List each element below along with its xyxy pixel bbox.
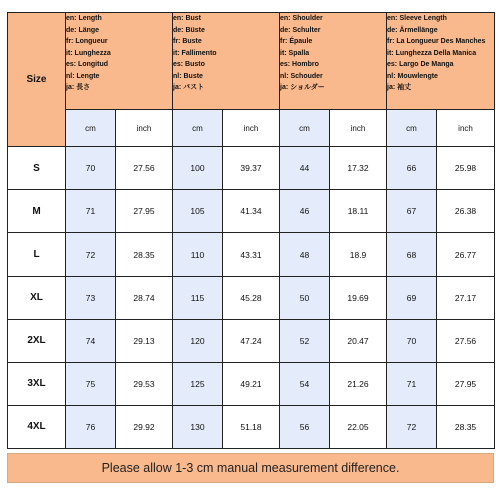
sleeve-length-inch-cell: 27.56	[437, 319, 495, 362]
sleeve-length-cm-cell: 71	[387, 362, 437, 405]
length-cm-unit: cm	[66, 110, 116, 147]
bust-cm-cell: 130	[173, 405, 223, 448]
shoulder-cm-cell: 50	[280, 276, 330, 319]
size-cell: 2XL	[8, 319, 66, 362]
bust-header	[173, 13, 280, 110]
sleeve-length-label-line: es: Largo De Manga	[387, 61, 454, 68]
size-cell: M	[8, 190, 66, 233]
shoulder-label-line: fr: Épaule	[280, 38, 313, 45]
table-row	[8, 233, 495, 276]
bust-cm-unit: cm	[173, 110, 223, 147]
bust-cm-cell: 100	[173, 147, 223, 190]
shoulder-label-line: en: Shoulder	[280, 15, 323, 22]
bust-inch-cell: 45.28	[223, 276, 280, 319]
shoulder-inch-cell: 17.32	[330, 147, 387, 190]
bust-cm-cell: 125	[173, 362, 223, 405]
length-cm-cell: 71	[66, 190, 116, 233]
table-row	[8, 319, 495, 362]
sleeve-length-cm-cell: 67	[387, 190, 437, 233]
shoulder-cm-cell: 52	[280, 319, 330, 362]
length-cm-cell: 75	[66, 362, 116, 405]
size-cell: 3XL	[8, 362, 66, 405]
bust-label-line: de: Büste	[173, 26, 205, 34]
sleeve-length-label-line: fr: La Longueur Des Manches	[387, 38, 486, 45]
size-cell: XL	[8, 276, 66, 319]
length-inch-cell: 27.95	[116, 190, 173, 233]
header-row	[8, 13, 495, 110]
size-cell: 4XL	[8, 405, 66, 448]
shoulder-label-line: es: Hombro	[280, 61, 319, 68]
bust-cm-cell: 110	[173, 233, 223, 276]
length-inch-cell: 28.35	[116, 233, 173, 276]
size-cell: S	[8, 147, 66, 190]
shoulder-cm-cell: 46	[280, 190, 330, 233]
bust-label-line: it: Fallimento	[173, 49, 217, 57]
shoulder-inch-cell: 19.69	[330, 276, 387, 319]
measurement-note: Please allow 1-3 cm manual measurement difference.	[7, 453, 494, 483]
sleeve-length-inch-cell: 26.77	[437, 233, 495, 276]
shoulder-cm-unit: cm	[280, 110, 330, 147]
length-inch-cell: 27.56	[116, 147, 173, 190]
shoulder-label-line: ja: ショルダー	[280, 84, 325, 91]
size-table	[7, 12, 495, 449]
length-cm-cell: 73	[66, 276, 116, 319]
length-cm-cell: 70	[66, 147, 116, 190]
sleeve-length-inch-cell: 28.35	[437, 405, 495, 448]
length-label-line: nl: Lengte	[66, 72, 100, 80]
sleeve-length-cm-unit: cm	[387, 110, 437, 147]
bust-cm-cell: 115	[173, 276, 223, 319]
shoulder-inch-cell: 18.11	[330, 190, 387, 233]
bust-label-line: ja: バスト	[173, 84, 205, 91]
sleeve-length-cm-cell: 70	[387, 319, 437, 362]
sleeve-length-cm-cell: 69	[387, 276, 437, 319]
table-row	[8, 147, 495, 190]
shoulder-cm-cell: 48	[280, 233, 330, 276]
sleeve-length-label-line: it: Lunghezza Della Manica	[387, 49, 477, 57]
bust-label-line: nl: Buste	[173, 72, 203, 80]
sleeve-length-label-line: de: Ärmellänge	[387, 26, 438, 34]
bust-inch-cell: 43.31	[223, 233, 280, 276]
length-cm-cell: 72	[66, 233, 116, 276]
sleeve-length-cm-cell: 72	[387, 405, 437, 448]
sleeve-length-label-line: nl: Mouwlengte	[387, 72, 438, 80]
length-label-line: de: Länge	[66, 26, 100, 34]
sleeve-length-label-line: en: Sleeve Length	[387, 15, 447, 22]
shoulder-label-line: nl: Schouder	[280, 72, 323, 80]
sleeve-length-inch-cell: 27.95	[437, 362, 495, 405]
shoulder-cm-cell: 54	[280, 362, 330, 405]
length-inch-cell: 28.74	[116, 276, 173, 319]
sleeve-length-cm-cell: 66	[387, 147, 437, 190]
shoulder-inch-cell: 21.26	[330, 362, 387, 405]
shoulder-label-line: it: Spalla	[280, 49, 310, 57]
shoulder-inch-cell: 18.9	[330, 233, 387, 276]
unit-row	[8, 110, 495, 147]
bust-inch-cell: 51.18	[223, 405, 280, 448]
sleeve-length-inch-cell: 25.98	[437, 147, 495, 190]
bust-inch-cell: 49.21	[223, 362, 280, 405]
length-label-line: en: Length	[66, 15, 102, 22]
size-header: Size	[8, 13, 66, 147]
sleeve-length-cm-cell: 68	[387, 233, 437, 276]
bust-inch-cell: 47.24	[223, 319, 280, 362]
sleeve-length-label-line: ja: 袖丈	[387, 84, 412, 91]
length-inch-cell: 29.53	[116, 362, 173, 405]
length-cm-cell: 76	[66, 405, 116, 448]
shoulder-header	[280, 13, 387, 110]
bust-cm-cell: 105	[173, 190, 223, 233]
sleeve-length-inch-unit: inch	[437, 110, 495, 147]
bust-inch-unit: inch	[223, 110, 280, 147]
shoulder-cm-cell: 44	[280, 147, 330, 190]
shoulder-cm-cell: 56	[280, 405, 330, 448]
table-row	[8, 362, 495, 405]
shoulder-inch-cell: 22.05	[330, 405, 387, 448]
shoulder-label-line: de: Schulter	[280, 26, 321, 34]
length-label-line: ja: 長さ	[66, 84, 91, 91]
sleeve-length-header	[387, 13, 495, 110]
bust-label-line: es: Busto	[173, 61, 205, 68]
table-row	[8, 276, 495, 319]
length-inch-unit: inch	[116, 110, 173, 147]
sleeve-length-inch-cell: 26.38	[437, 190, 495, 233]
size-cell: L	[8, 233, 66, 276]
bust-inch-cell: 39.37	[223, 147, 280, 190]
shoulder-inch-cell: 20.47	[330, 319, 387, 362]
bust-inch-cell: 41.34	[223, 190, 280, 233]
table-row	[8, 190, 495, 233]
bust-label-line: en: Bust	[173, 15, 201, 22]
bust-label-line: fr: Buste	[173, 38, 202, 45]
length-inch-cell: 29.13	[116, 319, 173, 362]
length-label-line: es: Longitud	[66, 61, 108, 68]
table-row	[8, 405, 495, 448]
shoulder-inch-unit: inch	[330, 110, 387, 147]
length-inch-cell: 29.92	[116, 405, 173, 448]
bust-cm-cell: 120	[173, 319, 223, 362]
sleeve-length-inch-cell: 27.17	[437, 276, 495, 319]
length-label-line: fr: Longueur	[66, 38, 108, 45]
length-cm-cell: 74	[66, 319, 116, 362]
length-header	[66, 13, 173, 110]
length-label-line: it: Lunghezza	[66, 49, 111, 57]
